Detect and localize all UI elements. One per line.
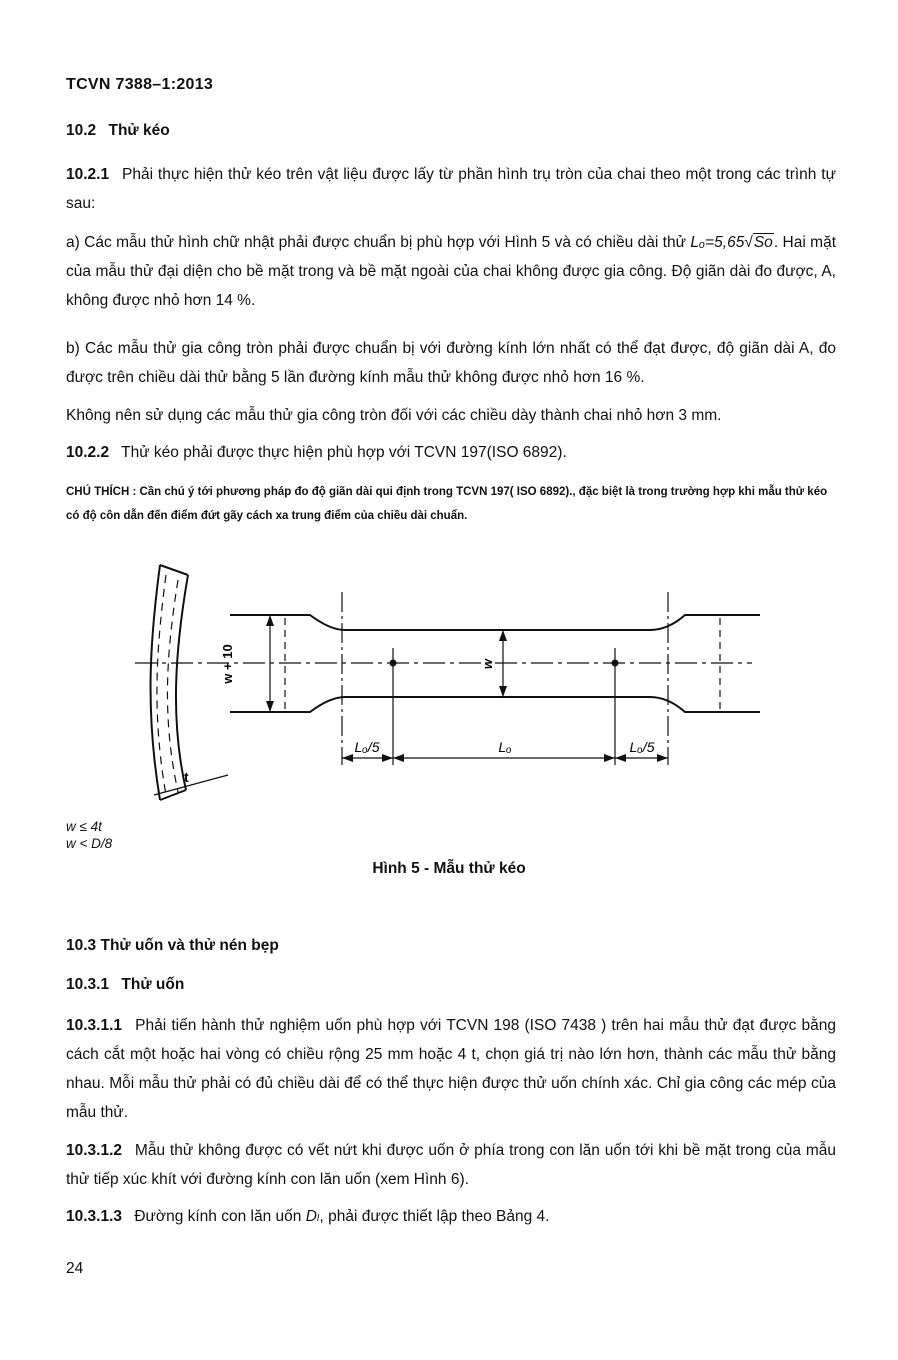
clause-text: Phải tiến hành thử nghiệm uốn phù hợp với TCVN 198 (ISO 7438 ) trên hai mẫu thử đạt được bằng cách cắt một hoặc hai vòng có chiều rộng 25 mm hoặc 4 t, chọn giá trị nào lớn hơn, thành các mẫu thử bằng nhau. Mỗi mẫu thử phải có đủ chiều dài để có thể thực hiện được thử uốn chính xác. Chỉ gia công các mép của mẫu thử. (66, 1017, 836, 1121)
label-w10: w + 10 (220, 644, 235, 684)
paragraph-10-2-2 (66, 438, 836, 467)
document-header: TCVN 7388–1:2013 (66, 76, 214, 93)
condition-w-4t: w ≤ 4t (66, 819, 102, 834)
specimen-bottom-edge (230, 697, 760, 712)
figure-caption: Hình 5 - Mẫu thử kéo (372, 860, 526, 877)
item-b: b) Các mẫu thử gia công tròn phải được chuẩn bị với đường kính lớn nhất có thể đạt được, độ giãn dài A, đo được trên chiều dài thử bằng 5 lần đường kính mẫu thử không được nhỏ hơn 16 %. (66, 340, 836, 386)
clause-text-before: Đường kính con lăn uốn (134, 1208, 302, 1225)
section-title: Thử kéo (108, 122, 170, 139)
dim-t-line (154, 775, 228, 795)
clause-number: 10.2.2 (66, 444, 110, 461)
gauge-mark-left (390, 660, 397, 667)
formula-lo: Lₒ=5,65 (690, 234, 745, 251)
paragraph-10-3-1-1 (66, 1011, 836, 1127)
page-number: 24 (66, 1260, 84, 1277)
sqrt-symbol: √ (744, 234, 753, 251)
section-10-2-heading (66, 116, 836, 145)
symbol-dl: Dₗ (305, 1208, 320, 1225)
clause-text: Mẫu thử không được có vết nứt khi được uốn ở phía trong con lăn uốn tới khi bề mặt trong của mẫu thử tiếp xúc khít với đường kính con lăn uốn (xem Hình 6). (66, 1142, 836, 1188)
wall-outer-edge (151, 565, 160, 800)
condition-w-d8: w < D/8 (66, 836, 113, 851)
label-t: t (184, 769, 189, 785)
wall-top-edge (160, 565, 188, 575)
section-title: Thử uốn (121, 976, 185, 993)
clause-number: 10.3.1.3 (66, 1208, 123, 1225)
formula-root: So (753, 234, 773, 251)
paragraph-10-2-1 (66, 160, 836, 218)
clause-text-after: , phải được thiết lập theo Bảng 4. (319, 1208, 550, 1225)
label-lo: Lₒ (498, 739, 512, 755)
wall-hidden-line-1 (157, 575, 166, 795)
clause-text: Phải thực hiện thử kéo trên vật liệu được lấy từ phần hình trụ tròn của chai theo một trong các trình tự sau: (66, 166, 836, 212)
wall-bottom-edge (160, 790, 186, 800)
item-a (66, 228, 836, 315)
gauge-mark-right (612, 660, 619, 667)
specimen-top-edge (230, 615, 760, 630)
item-a-lead: a) Các mẫu thử hình chữ nhật phải được chuẩn bị phù hợp với Hình 5 và có chiều dài thử (66, 234, 686, 251)
label-w: w (480, 658, 495, 670)
item-a-rest: . Hai mặt của mẫu thử đại diện cho bề mặt trong và bề mặt ngoài của chai không được gia công. Độ giãn dài đo được, A, không được nhỏ hơn 14 %. (66, 234, 836, 309)
note: CHÚ THÍCH : Cần chú ý tới phương pháp đo độ giãn dài qui định trong TCVN 197( ISO 6892)., đặc biệt là trong trường hợp khi mẫu thử kéo có độ côn dẫn đến điểm đứt gãy cách xa trung điểm của chiều dài chuẩn. (66, 486, 828, 522)
clause-number: 10.2.1 (66, 166, 110, 183)
label-lo5-left: Lₒ/5 (354, 739, 380, 755)
paragraph-10-3-1-3 (66, 1202, 836, 1231)
tensile-specimen-figure (0, 555, 898, 815)
label-lo5-right: Lₒ/5 (629, 739, 655, 755)
clause-number: 10.3.1.2 (66, 1142, 123, 1159)
section-number: 10.3 (66, 937, 97, 954)
section-10-3-1-heading (66, 970, 836, 999)
clause-text: Thử kéo phải được thực hiện phù hợp với TCVN 197(ISO 6892). (121, 444, 567, 461)
section-10-3-heading (66, 931, 836, 960)
paragraph-10-3-1-2 (66, 1136, 836, 1194)
section-number: 10.3.1 (66, 976, 110, 993)
section-title: Thử uốn và thử nén bẹp (100, 937, 279, 954)
clause-number: 10.3.1.1 (66, 1017, 123, 1034)
paragraph-no-use: Không nên sử dụng các mẫu thử gia công tròn đối với các chiều dày thành chai nhỏ hơn 3 mm. (66, 407, 722, 424)
section-number: 10.2 (66, 122, 97, 139)
wall-inner-edge (176, 575, 188, 790)
